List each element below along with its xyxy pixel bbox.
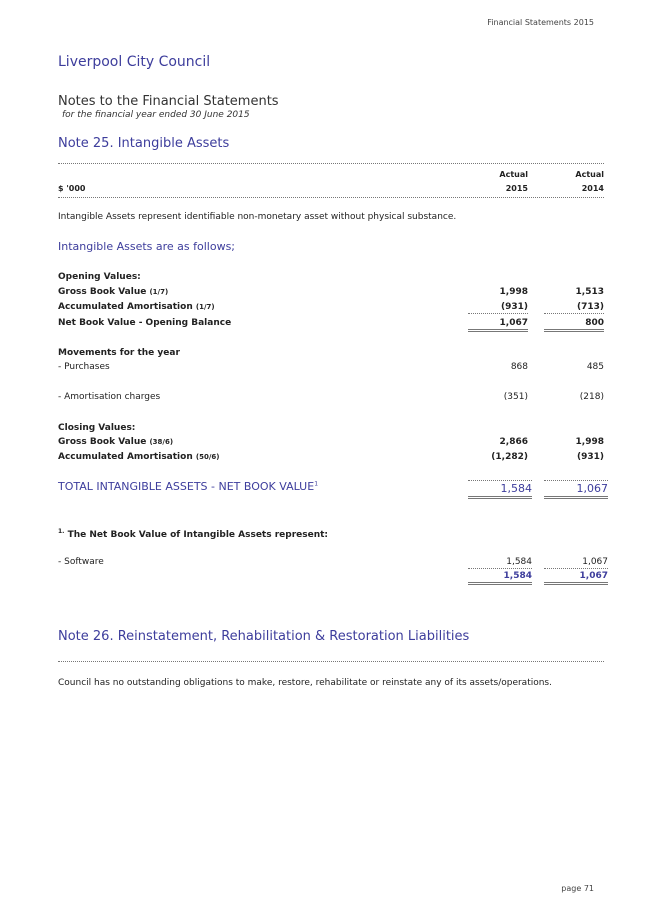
movements-heading: Movements for the year [58, 348, 180, 358]
footnote-marker: 1 [314, 480, 319, 488]
opening-gross-2014: 1,513 [575, 287, 604, 297]
closing-values-heading: Closing Values: [58, 423, 136, 433]
footnote-row [58, 528, 604, 542]
opening-nbv-2015: 1,067 [468, 318, 528, 332]
total-label: TOTAL INTANGIBLE ASSETS - NET BOOK VALUE [58, 480, 315, 493]
software-row: - Software 1,584 1,067 [58, 557, 608, 567]
ref: (1/7) [149, 288, 169, 296]
closing-gross-row: Gross Book Value (38/6) 2,866 1,998 [58, 437, 604, 447]
opening-nbv-row: Net Book Value - Opening Balance 1,067 800 [58, 318, 604, 332]
divider [58, 661, 604, 662]
footnote-number: 1. [58, 528, 65, 535]
total-nbv-row [58, 480, 608, 498]
intro-paragraph: Intangible Assets represent identifiable non-monetary asset without physical substance. [58, 212, 457, 222]
closing-gross-2015: 2,866 [499, 437, 528, 447]
footnote-text: The Net Book Value of Intangible Assets represent: [67, 530, 329, 540]
col-2014-label: Actual [575, 170, 604, 179]
purchases-row: - Purchases 868 485 [58, 362, 604, 372]
page-number: page 71 [561, 884, 594, 893]
ref: (38/6) [149, 438, 174, 446]
amort-charges-2015: (351) [503, 392, 528, 402]
note-25-title: Note 25. Intangible Assets [58, 136, 230, 151]
notes-subtitle: for the financial year ended 30 June 2015 [62, 110, 250, 120]
divider [58, 163, 604, 164]
section-subheading: Intangible Assets are as follows; [58, 240, 236, 253]
purchases-2015: 868 [510, 362, 528, 372]
opening-amort-2014: (713) [544, 302, 604, 314]
notes-title: Notes to the Financial Statements [58, 94, 279, 109]
column-header-row-1 [58, 170, 604, 182]
software-2014: 1,067 [544, 557, 608, 569]
council-name: Liverpool City Council [58, 54, 211, 70]
unit-label: $ '000 [58, 184, 86, 193]
software-2015: 1,584 [468, 557, 532, 569]
total-nbv-2014: 1,067 [544, 480, 608, 499]
total-nbv-2015: 1,584 [468, 480, 532, 499]
note-26-title: Note 26. Reinstatement, Rehabilitation & Restoration Liabilities [58, 629, 470, 644]
closing-amort-2014: (931) [576, 452, 604, 462]
col-2015-label: Actual [499, 170, 528, 179]
divider [58, 197, 604, 198]
column-header-row-2 [58, 184, 604, 196]
opening-amort-2015: (931) [468, 302, 528, 314]
opening-gross-2015: 1,998 [499, 287, 528, 297]
ref: (1/7) [195, 303, 215, 311]
software-total-2015: 1,584 [468, 571, 532, 585]
software-total-row [58, 571, 608, 585]
opening-values-heading: Opening Values: [58, 272, 141, 282]
document-header-title: Financial Statements 2015 [487, 18, 594, 27]
closing-gross-2014: 1,998 [575, 437, 604, 447]
note-26-text: Council has no outstanding obligations to make, restore, rehabilitate or reinstate any of its assets/operations. [58, 678, 552, 688]
purchases-2014: 485 [586, 362, 604, 372]
opening-gross-row: Gross Book Value (1/7) 1,998 1,513 [58, 287, 604, 297]
software-total-2014: 1,067 [544, 571, 608, 585]
col-2015-year: 2015 [505, 184, 528, 193]
opening-nbv-2014: 800 [544, 318, 604, 332]
amortisation-charges-row: - Amortisation charges (351) (218) [58, 392, 604, 402]
ref: (50/6) [195, 453, 220, 461]
closing-amort-row: Accumulated Amortisation (50/6) (1,282) (931) [58, 452, 604, 462]
opening-amort-row: Accumulated Amortisation (1/7) (931) (713) [58, 302, 604, 312]
col-2014-year: 2014 [581, 184, 604, 193]
closing-amort-2015: (1,282) [491, 452, 528, 462]
amort-charges-2014: (218) [579, 392, 604, 402]
